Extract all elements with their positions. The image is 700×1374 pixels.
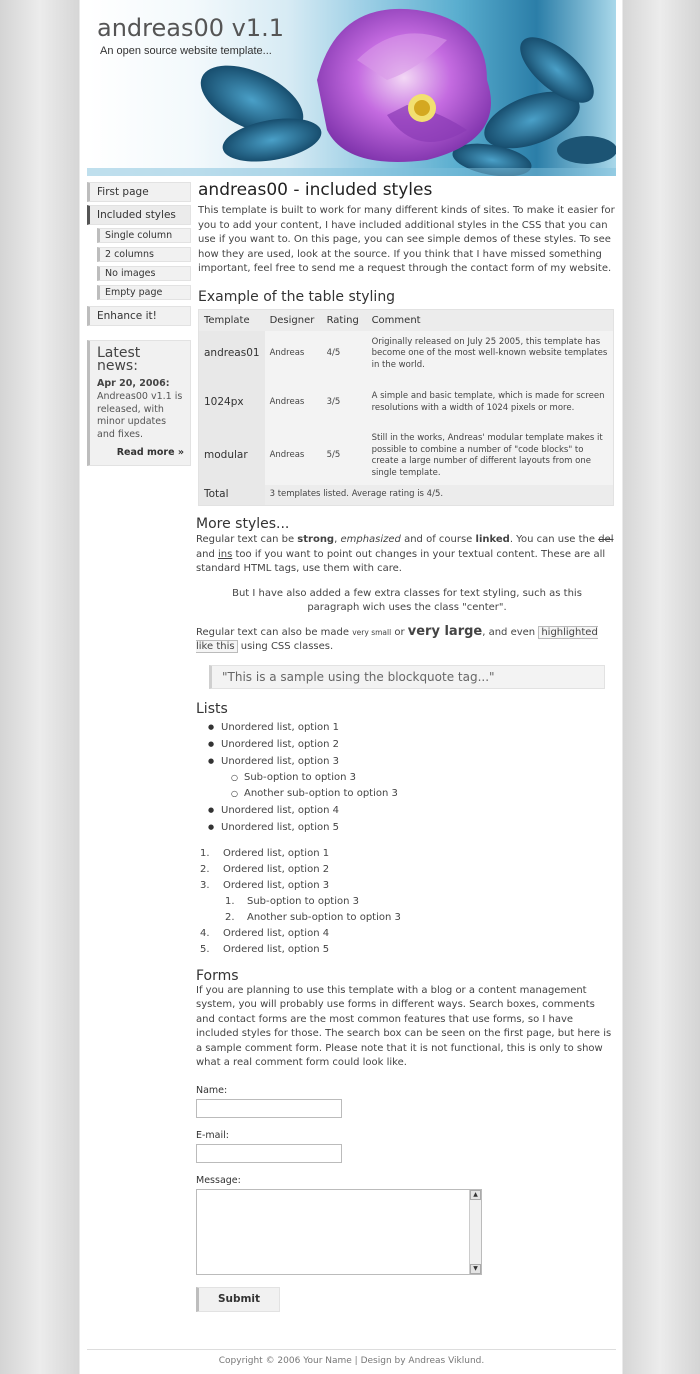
email-label: E-mail: (196, 1129, 229, 1141)
footer: Copyright © 2006 Your Name | Design by Andreas Viklund. (87, 1349, 616, 1366)
cell-comment: A simple and basic template, which is made for screen resolutions with a width of 1024 pixels or more. (367, 378, 614, 428)
templates-table (198, 309, 614, 507)
table-total-row (199, 485, 614, 506)
del-text: del (598, 534, 614, 545)
list-item: 2. Ordered list, option 2 (200, 863, 330, 875)
news-date: Apr 20, 2006: (97, 378, 170, 389)
highlighted-text: highlighted like this (196, 626, 598, 652)
emphasized-text: emphasized (340, 534, 401, 545)
submenu-item-2-columns[interactable]: 2 columns (97, 247, 191, 262)
cell-rating: 5/5 (322, 428, 367, 485)
menu-item-first-page[interactable]: First page (87, 182, 191, 202)
table-heading: Example of the table styling (198, 288, 396, 305)
list-item: 1. Sub-option to option 3 (225, 895, 360, 907)
list-item: ○ Another sub-option to option 3 (231, 786, 616, 802)
lists-heading: Lists (196, 700, 228, 717)
submenu-item-single-column[interactable]: Single column (97, 228, 191, 243)
list-item: ○ Sub-option to option 3 (231, 770, 616, 786)
cell-total-text: 3 templates listed. Average rating is 4/5. (265, 485, 614, 506)
cell-designer: Andreas (265, 331, 322, 378)
sidebar (87, 182, 191, 466)
cell-template: modular (199, 428, 265, 485)
menu-item-enhance-it[interactable]: Enhance it! (87, 306, 191, 326)
scroll-down-icon[interactable]: ▼ (470, 1264, 481, 1274)
page (80, 0, 622, 1374)
unordered-list (208, 719, 616, 836)
menu-item-included-styles[interactable]: Included styles (87, 205, 191, 225)
list-item: ● Unordered list, option 4 (208, 802, 616, 819)
column-header: Rating (322, 309, 367, 331)
cell-template: 1024px (199, 378, 265, 428)
ordered-list (200, 846, 616, 958)
list-item: 3. Ordered list, option 3 1. Sub-option to option 3 2. Another sub-option to option 3 (200, 878, 616, 926)
read-more-link[interactable]: Read more » (116, 447, 184, 458)
table-row (199, 428, 614, 485)
latest-news-box (87, 340, 191, 466)
email-input[interactable] (196, 1144, 342, 1163)
site-title: andreas00 v1.1 (97, 14, 285, 42)
list-item: 1. Ordered list, option 1 (200, 847, 330, 859)
list-item: ● Unordered list, option 5 (208, 819, 616, 836)
site-slogan: An open source website template... (100, 45, 272, 57)
center-paragraph: But I have also added a few extra classes for text styling, such as this paragraph wich uses the class "center". (232, 587, 582, 613)
submenu-item-no-images[interactable]: No images (97, 266, 191, 281)
list-item: 4. Ordered list, option 4 (200, 927, 330, 939)
ins-text: ins (218, 548, 233, 560)
cell-designer: Andreas (265, 428, 322, 485)
cell-rating: 3/5 (322, 378, 367, 428)
column-header: Comment (367, 309, 614, 331)
message-textarea[interactable] (196, 1189, 482, 1275)
cell-total-label: Total (199, 485, 265, 506)
table-row (199, 331, 614, 378)
news-heading: Latest news: (97, 345, 141, 374)
more-styles-heading: More styles... (196, 516, 290, 532)
scroll-up-icon[interactable]: ▲ (470, 1190, 481, 1200)
cell-comment: Originally released on July 25 2005, this template has become one of the most well-known website templates in the world. (367, 331, 614, 378)
name-label: Name: (196, 1084, 228, 1096)
cell-rating: 4/5 (322, 331, 367, 378)
very-small-text: very small (352, 627, 392, 637)
linked-text[interactable]: linked (475, 534, 510, 545)
main-content (198, 180, 616, 1312)
forms-heading: Forms (196, 967, 239, 984)
comment-form (196, 1085, 616, 1312)
submit-button[interactable]: Submit (196, 1287, 280, 1312)
ordered-sublist (225, 894, 616, 926)
styles-paragraph: Regular text can be strong, emphasized and of course linked. You can use the del and ins too if you want to point out changes in your textual content. These are all standard HTML tags, use them with care. (196, 534, 614, 574)
cell-designer: Andreas (265, 378, 322, 428)
cell-template: andreas01 (199, 331, 265, 378)
forms-paragraph: If you are planning to use this template with a blog or a content management system, you will probably use forms in different ways. Search boxes, comments and contact forms are the most common features that use forms, so I have included styles for those. The search box can be seen on the first page, but here is a sample comment form. Please note that it is not functional, this is only to show what a real comment form could look like. (196, 984, 612, 1068)
column-header: Designer (265, 309, 322, 331)
submenu-item-empty-page[interactable]: Empty page (97, 285, 191, 300)
name-input[interactable] (196, 1099, 342, 1118)
header-banner (87, 0, 616, 176)
textarea-scrollbar[interactable] (469, 1190, 481, 1274)
list-item: 5. Ordered list, option 5 (200, 943, 330, 955)
strong-text: strong (297, 534, 335, 545)
table-header-row (199, 309, 614, 331)
intro-paragraph: This template is built to work for many different kinds of sites. To make it easier for you to add your content, I have included additional styles in the CSS that you can use if you want to. On this page, you can see simple demos of these styles. To see how they are used, look at the source. If you think that I have missed something important, feel free to send me a request through the contact form of my website. (198, 205, 615, 274)
list-item: ● Unordered list, option 2 (208, 736, 616, 753)
message-label: Message: (196, 1174, 241, 1186)
size-paragraph: Regular text can also be made very small or very large, and even highlighted like this using CSS classes. (196, 623, 598, 652)
list-item: ● Unordered list, option 1 (208, 719, 616, 736)
page-title: andreas00 - included styles (198, 180, 433, 200)
table-row (199, 378, 614, 428)
sample-blockquote: "This is a sample using the blockquote tag..." (209, 665, 605, 689)
news-body: Andreas00 v1.1 is released, with minor updates and fixes. (97, 391, 183, 440)
column-header: Template (199, 309, 265, 331)
unordered-sublist (231, 770, 616, 802)
very-large-text: very large (407, 623, 483, 639)
list-item: 2. Another sub-option to option 3 (225, 911, 401, 923)
cell-comment: Still in the works, Andreas' modular template makes it possible to combine a number of "code blocks" to create a large number of different layouts from one single template. (367, 428, 614, 485)
list-item: ● Unordered list, option 3 ○ Sub-option to option 3 ○ Another sub-option to option 3 (208, 753, 616, 802)
